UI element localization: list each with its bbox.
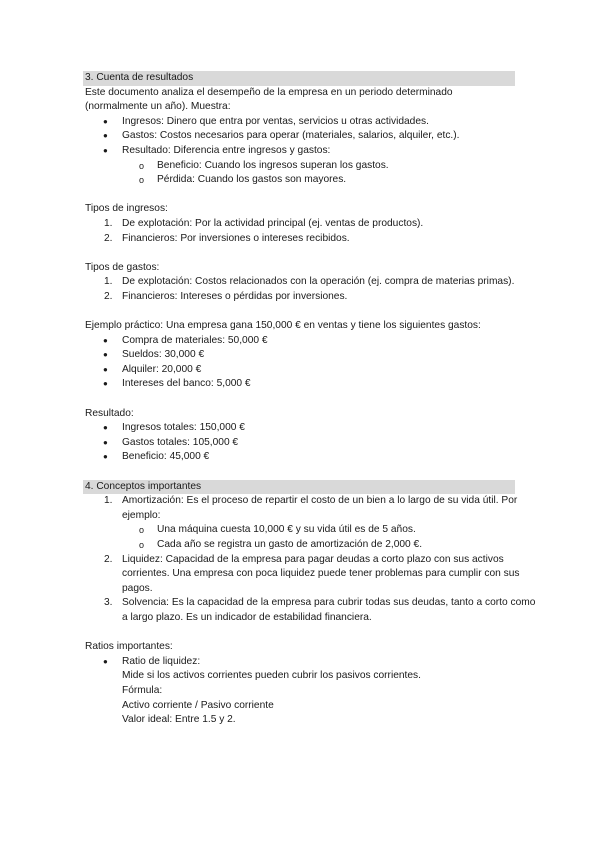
ratios-title: Ratios importantes: xyxy=(85,641,173,653)
list-item-text: Cada año se registra un gasto de amortización de 2,000 €. xyxy=(157,539,423,550)
item-text: Financieros: Intereses o pérdidas por inversiones. xyxy=(122,290,348,302)
ratio-formula: Activo corriente / Pasivo corriente xyxy=(122,699,274,711)
item-text: Amortización: Es el proceso de repartir el costo de un bien a lo largo de su vida útil. Por ejemplo: xyxy=(122,495,518,521)
list-item-text: Compra de materiales: 50,000 € xyxy=(122,334,268,346)
sub-list-item xyxy=(85,538,515,553)
list-item-text: Una máquina cuesta 10,000 € y su vida útil es de 5 años. xyxy=(157,524,416,536)
list-item xyxy=(85,348,515,363)
bullet-icon: ● xyxy=(103,131,108,141)
bullet-icon: ● xyxy=(103,379,108,389)
list-item-text: Ingresos: Dinero que entra por ventas, servicios u otras actividades. xyxy=(122,115,429,127)
document-content xyxy=(85,71,536,728)
bullet-icon: ● xyxy=(103,145,108,155)
item-text: Liquidez: Capacidad de la empresa para pagar deudas a corto plazo con sus activos corrientes. Una empresa con poca liquidez puede tener problemas para cumplir con sus pagos. xyxy=(122,553,520,594)
item-number: 2. xyxy=(104,232,113,244)
section-3-heading: 3. Cuenta de resultados xyxy=(83,71,515,86)
numbered-item xyxy=(85,275,532,290)
list-item-text: Ingresos totales: 150,000 € xyxy=(122,422,245,434)
ejemplo-intro: Ejemplo práctico: Una empresa gana 150,000 € en ventas y tiene los siguientes gastos: xyxy=(85,320,481,332)
section-3-intro: Este documento analiza el desempeño de la empresa en un periodo determinado (normalmente un año). Muestra: xyxy=(85,86,453,113)
bullet-icon: ● xyxy=(103,452,108,462)
circle-bullet-icon: o xyxy=(139,160,145,171)
numbered-item xyxy=(85,217,515,232)
list-item-text: Alquiler: 20,000 € xyxy=(122,363,202,375)
list-item xyxy=(85,115,515,130)
bullet-icon: ● xyxy=(103,364,108,374)
list-item-text: Sueldos: 30,000 € xyxy=(122,349,205,361)
numbered-item xyxy=(85,232,515,247)
list-item xyxy=(85,363,515,378)
numbered-item xyxy=(85,553,542,597)
circle-bullet-icon: o xyxy=(139,175,145,186)
list-item-text: Ratio de liquidez: xyxy=(122,655,201,667)
item-number: 3. xyxy=(104,597,113,609)
resultado-title: Resultado: xyxy=(85,407,134,419)
list-item xyxy=(85,421,515,436)
sub-list-item xyxy=(85,523,515,538)
circle-bullet-icon: o xyxy=(139,540,145,550)
bullet-icon: ● xyxy=(103,116,108,126)
list-item-text: Gastos totales: 105,000 € xyxy=(122,436,239,448)
item-text: Solvencia: Es la capacidad de la empresa para cubrir todas sus deudas, tanto a corto como a largo plazo. Es un indicador de estabilidad financiera. xyxy=(122,597,536,623)
list-item xyxy=(85,334,515,349)
list-item-text: Resultado: Diferencia entre ingresos y gastos: xyxy=(122,144,331,156)
item-text: De explotación: Costos relacionados con la operación (ej. compra de materias primas). xyxy=(122,276,515,288)
item-number: 1. xyxy=(104,276,113,288)
list-item xyxy=(85,144,515,159)
ingresos-title: Tipos de ingresos: xyxy=(85,203,168,215)
list-item-text: Beneficio: Cuando los ingresos superan los gastos. xyxy=(157,159,389,171)
item-text: Financieros: Por inversiones o intereses recibidos. xyxy=(122,232,350,244)
list-item xyxy=(85,377,515,392)
numbered-item xyxy=(85,290,515,305)
item-number: 1. xyxy=(104,495,113,507)
list-item-text: Intereses del banco: 5,000 € xyxy=(122,378,251,390)
list-item xyxy=(85,655,515,670)
item-number: 2. xyxy=(104,290,113,302)
list-item xyxy=(85,129,515,144)
ratio-description: Mide si los activos corrientes pueden cubrir los pasivos corrientes. xyxy=(122,670,421,682)
list-item xyxy=(85,436,515,451)
gastos-title: Tipos de gastos: xyxy=(85,261,160,273)
ratio-ideal-value: Valor ideal: Entre 1.5 y 2. xyxy=(122,714,236,726)
list-item-text: Gastos: Costos necesarios para operar (materiales, salarios, alquiler, etc.). xyxy=(122,130,460,142)
item-number: 1. xyxy=(104,217,113,229)
item-text: De explotación: Por la actividad principal (ej. ventas de productos). xyxy=(122,217,424,229)
bullet-icon: ● xyxy=(103,437,108,447)
numbered-item xyxy=(85,494,522,523)
bullet-icon: ● xyxy=(103,656,108,666)
bullet-icon: ● xyxy=(103,350,108,360)
sub-list-item xyxy=(85,159,515,174)
section-4-heading: 4. Conceptos importantes xyxy=(83,480,515,495)
sub-list-item xyxy=(85,173,515,188)
list-item-text: Beneficio: 45,000 € xyxy=(122,451,210,463)
bullet-icon: ● xyxy=(103,423,108,433)
circle-bullet-icon: o xyxy=(139,525,145,536)
list-item-text: Pérdida: Cuando los gastos son mayores. xyxy=(157,174,347,186)
bullet-icon: ● xyxy=(103,335,108,345)
numbered-item xyxy=(85,596,542,625)
item-number: 2. xyxy=(104,553,113,565)
ratio-formula-label: Fórmula: xyxy=(122,684,163,696)
list-item xyxy=(85,450,515,465)
